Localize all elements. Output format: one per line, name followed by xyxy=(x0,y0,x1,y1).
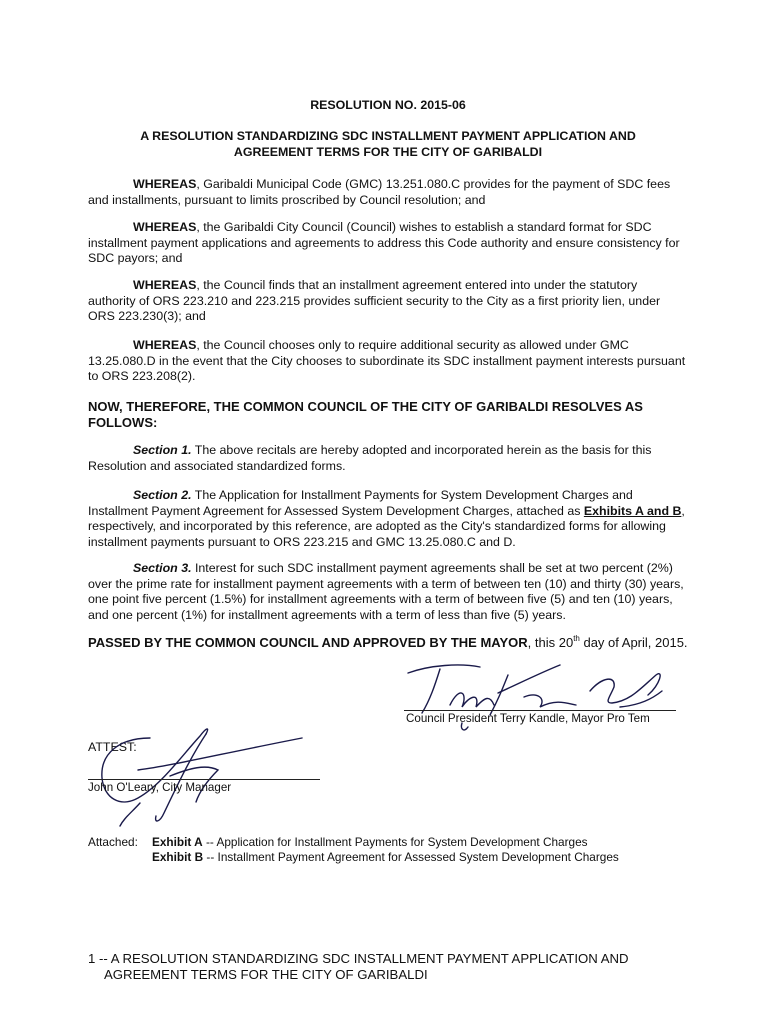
whereas-clause-2 xyxy=(88,220,688,267)
section-1 xyxy=(88,443,688,474)
city-manager-signature-line xyxy=(88,779,320,780)
whereas-lead: WHEREAS xyxy=(133,177,197,191)
passed-lead: PASSED BY THE COMMON COUNCIL AND APPROVED BY THE MAYOR xyxy=(88,635,528,650)
whereas-lead: WHEREAS xyxy=(133,338,197,352)
section-2-label: Section 2. xyxy=(133,488,192,502)
page-footer xyxy=(88,951,688,983)
footer-line1: 1 -- A RESOLUTION STANDARDIZING SDC INSTALLMENT PAYMENT APPLICATION AND xyxy=(88,951,629,966)
attest-label: ATTEST: xyxy=(88,740,137,754)
section-3-text: Interest for such SDC installment payment agreements shall be set at two percent (2%) over the prime rate for installment payment agreements with a term of between ten (10) and thirty (30) years, one point five percent (1.5%) for installment agreements with a term of between five (5) and ten (10) years, and one percent (1%) for installment agreements with a term of less than five (5) years. xyxy=(88,561,684,622)
whereas-text: , the Garibaldi City Council (Council) wishes to establish a standard format for SDC installment payment applications and agreements to address this Code authority and ensure consistency for SDC payors; and xyxy=(88,220,680,266)
section-3 xyxy=(88,561,688,623)
resolution-title-line2: AGREEMENT TERMS FOR THE CITY OF GARIBALDI xyxy=(233,145,543,159)
whereas-text: , the Council chooses only to require additional security as allowed under GMC 13.25.080.D in the event that the City chooses to subordinate its SDC installment payment interests pursuant to ORS 223.208(2). xyxy=(88,338,686,384)
passed-text-b: day of April, 2015. xyxy=(579,635,688,650)
passed-statement xyxy=(88,635,688,651)
section-3-label: Section 3. xyxy=(133,561,192,575)
passed-text-a: , this 20 xyxy=(527,635,574,650)
attachment-desc: -- Application for Installment Payments for System Development Charges xyxy=(202,835,588,849)
section-2-text-a: The Application for Installment Payments for System Development Charges and Installment Payment Agreement for Assessed System Development Charges, attached as xyxy=(88,488,633,518)
resolution-title-line1: A RESOLUTION STANDARDIZING SDC INSTALLMENT PAYMENT APPLICATION AND xyxy=(140,129,636,143)
whereas-lead: WHEREAS xyxy=(133,278,197,292)
whereas-clause-4 xyxy=(88,338,688,385)
section-2-text-b: , respectively, and incorporated by this reference, are adopted as the City's standardized forms for allowing installment payments pursuant to ORS 223.215 and GMC 13.25.080.C and D. xyxy=(88,503,685,549)
section-2 xyxy=(88,488,688,550)
passed-ordinal: th xyxy=(573,634,580,643)
whereas-clause-1 xyxy=(88,177,688,208)
attachment-item xyxy=(152,850,619,865)
attachment-name: Exhibit A xyxy=(152,835,203,849)
council-president-name: Council President Terry Kandle, Mayor Pro Tem xyxy=(406,712,650,725)
whereas-text: , Garibaldi Municipal Code (GMC) 13.251.080.C provides for the payment of SDC fees and installments, pursuant to limits proscribed by Council resolution; and xyxy=(88,177,671,207)
council-president-signature xyxy=(390,655,690,740)
city-manager-name: John O'Leary, City Manager xyxy=(88,781,232,794)
attachment-desc: -- Installment Payment Agreement for Assessed System Development Charges xyxy=(203,849,619,864)
exhibits-link: Exhibits A and B xyxy=(583,503,682,518)
attachment-name: Exhibit B xyxy=(152,849,204,864)
section-1-label: Section 1. xyxy=(133,443,192,457)
city-manager-signature xyxy=(80,708,310,833)
whereas-text: , the Council finds that an installment agreement entered into under the statutory authority of ORS 223.210 and 223.215 provides sufficient security to the City as a first priority lien, under ORS 223.230(3); and xyxy=(88,278,661,324)
resolves-heading: NOW, THEREFORE, THE COMMON COUNCIL OF THE CITY OF GARIBALDI RESOLVES AS FOLLOWS: xyxy=(88,399,643,430)
council-president-signature-line xyxy=(404,710,676,711)
attached-label: Attached: xyxy=(88,835,138,849)
whereas-clause-3 xyxy=(88,278,688,325)
attachments-list xyxy=(152,835,619,864)
section-1-text: The above recitals are hereby adopted and incorporated herein as the basis for this Resolution and associated standardized forms. xyxy=(88,443,652,473)
whereas-lead: WHEREAS xyxy=(133,220,197,234)
footer-line2: AGREEMENT TERMS FOR THE CITY OF GARIBALDI xyxy=(104,967,428,982)
resolution-number: RESOLUTION NO. 2015-06 xyxy=(310,98,466,112)
attachment-item xyxy=(152,835,619,850)
